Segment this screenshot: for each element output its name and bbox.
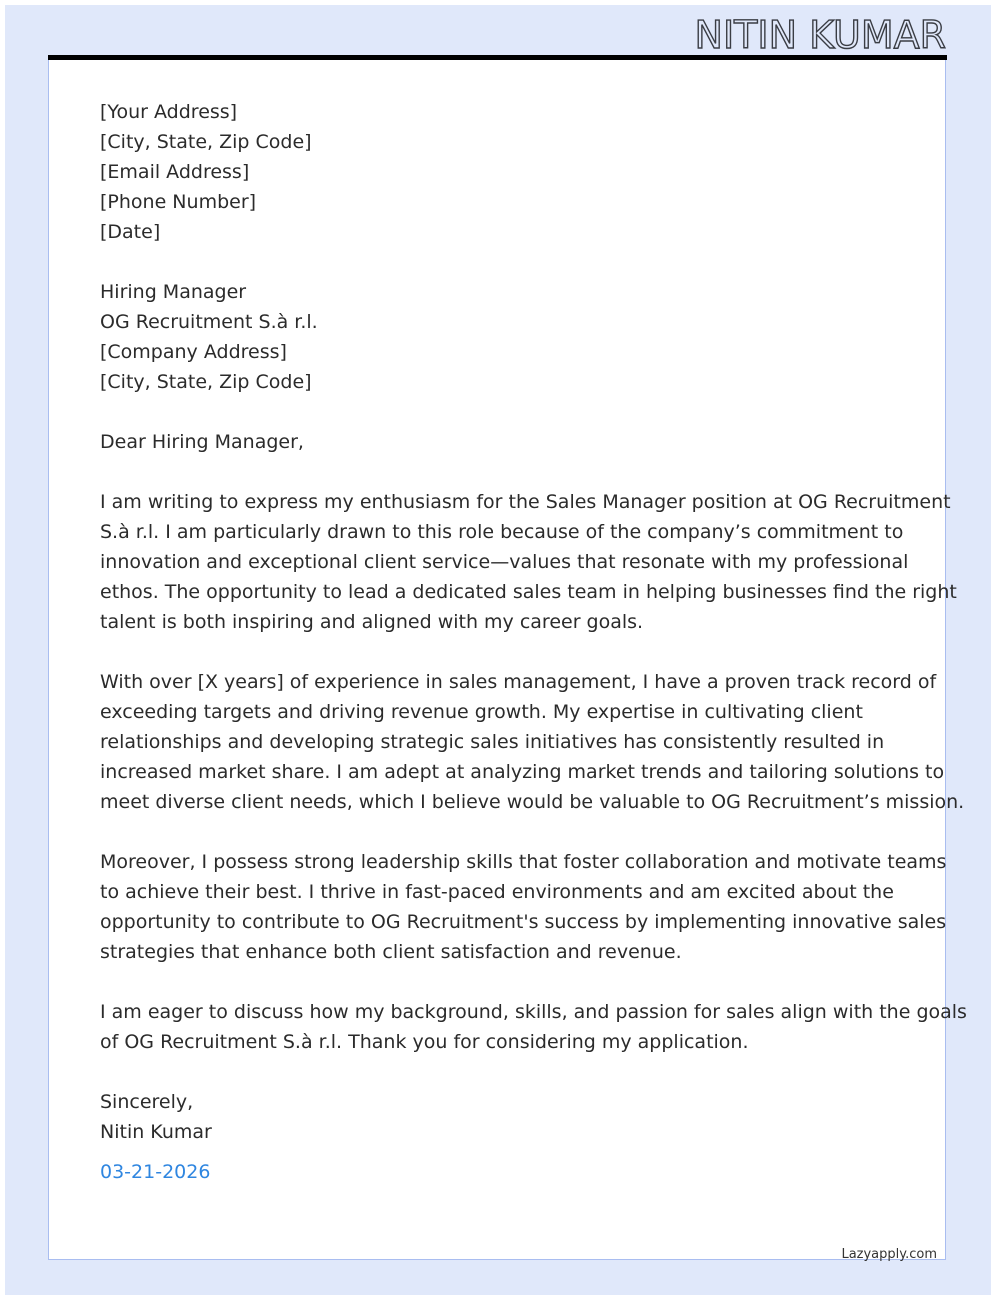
paragraph-line: exceeding targets and driving revenue growth. My expertise in cultivating client bbox=[100, 701, 863, 723]
sender-city-state-zip: [City, State, Zip Code] bbox=[100, 131, 312, 153]
recipient-title: Hiring Manager bbox=[100, 281, 247, 303]
paragraph-line: I am eager to discuss how my background, skills, and passion for sales align with the goals bbox=[100, 1001, 967, 1023]
body-paragraph-1 bbox=[100, 487, 957, 637]
closing: Sincerely, bbox=[100, 1091, 194, 1113]
body-paragraph-3 bbox=[100, 847, 947, 967]
spacer bbox=[100, 817, 900, 847]
paragraph-line: With over [X years] of experience in sales management, I have a proven track record of bbox=[100, 671, 937, 693]
spacer bbox=[100, 457, 900, 487]
body-paragraph-2 bbox=[100, 667, 965, 817]
paragraph-line: relationships and developing strategic sales initiatives has consistently resulted in bbox=[100, 731, 885, 753]
recipient-address: [Company Address] bbox=[100, 341, 287, 363]
spacer bbox=[100, 247, 900, 277]
paragraph-line: S.à r.l. I am particularly drawn to this role because of the company’s commitment to bbox=[100, 521, 904, 543]
sender-address: [Your Address] bbox=[100, 101, 238, 123]
paragraph-line: meet diverse client needs, which I believe would be valuable to OG Recruitment’s mission. bbox=[100, 791, 965, 813]
applicant-name-heading: NITIN KUMAR bbox=[694, 13, 946, 57]
sender-phone: [Phone Number] bbox=[100, 191, 257, 213]
brand-watermark: Lazyapply.com bbox=[841, 1247, 937, 1262]
paragraph-line: opportunity to contribute to OG Recruitment's success by implementing innovative sales bbox=[100, 911, 947, 933]
paragraph-line: ethos. The opportunity to lead a dedicated sales team in helping businesses find the right bbox=[100, 581, 957, 603]
signature-name: Nitin Kumar bbox=[100, 1121, 212, 1143]
body-paragraph-4 bbox=[100, 997, 967, 1057]
spacer bbox=[100, 397, 900, 427]
paragraph-line: talent is both inspiring and aligned with my career goals. bbox=[100, 611, 644, 633]
sender-email: [Email Address] bbox=[100, 161, 250, 183]
letter-body bbox=[100, 97, 967, 1147]
paragraph-line: I am writing to express my enthusiasm for the Sales Manager position at OG Recruitment bbox=[100, 491, 951, 513]
paragraph-line: to achieve their best. I thrive in fast-paced environments and am excited about the bbox=[100, 881, 894, 903]
spacer bbox=[100, 1057, 900, 1087]
spacer bbox=[100, 637, 900, 667]
paragraph-line: Moreover, I possess strong leadership skills that foster collaboration and motivate teams bbox=[100, 851, 947, 873]
paragraph-line: of OG Recruitment S.à r.l. Thank you for considering my application. bbox=[100, 1031, 749, 1053]
letter-date: 03-21-2026 bbox=[100, 1161, 211, 1183]
sender-date: [Date] bbox=[100, 221, 161, 243]
paragraph-line: strategies that enhance both client satisfaction and revenue. bbox=[100, 941, 682, 963]
salutation: Dear Hiring Manager, bbox=[100, 431, 304, 453]
recipient-company: OG Recruitment S.à r.l. bbox=[100, 311, 318, 333]
spacer bbox=[100, 967, 900, 997]
paragraph-line: innovation and exceptional client service—values that resonate with my professional bbox=[100, 551, 909, 573]
recipient-city-state-zip: [City, State, Zip Code] bbox=[100, 371, 312, 393]
paragraph-line: increased market share. I am adept at analyzing market trends and tailoring solutions to bbox=[100, 761, 945, 783]
